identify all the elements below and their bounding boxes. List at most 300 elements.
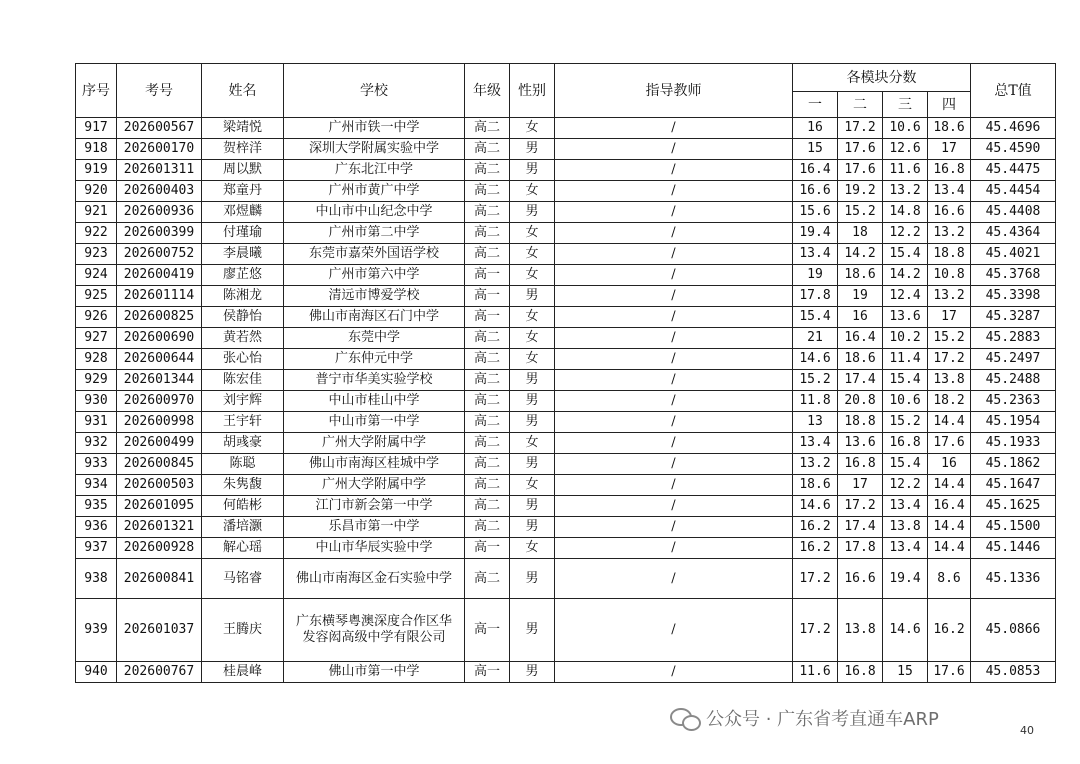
cell-score-2: 19 (838, 286, 883, 307)
cell-gender: 男 (510, 559, 555, 599)
cell-gender: 男 (510, 599, 555, 662)
cell-total: 45.2363 (971, 391, 1056, 412)
cell-name: 胡彧豪 (202, 433, 284, 454)
cell-teacher: / (555, 202, 793, 223)
cell-score-1: 15 (793, 139, 838, 160)
cell-seq: 932 (76, 433, 117, 454)
cell-school: 清远市博爱学校 (284, 286, 465, 307)
cell-exam-no: 202600825 (117, 307, 202, 328)
cell-score-3: 12.6 (883, 139, 928, 160)
cell-gender: 女 (510, 118, 555, 139)
cell-exam-no: 202600970 (117, 391, 202, 412)
cell-score-2: 19.2 (838, 181, 883, 202)
cell-grade: 高二 (465, 328, 510, 349)
cell-score-4: 8.6 (928, 559, 971, 599)
cell-total: 45.4696 (971, 118, 1056, 139)
cell-score-1: 16 (793, 118, 838, 139)
cell-name: 侯静怡 (202, 307, 284, 328)
cell-seq: 931 (76, 412, 117, 433)
cell-score-2: 17.4 (838, 517, 883, 538)
cell-score-3: 15.4 (883, 454, 928, 475)
cell-school: 中山市中山纪念中学 (284, 202, 465, 223)
cell-teacher: / (555, 244, 793, 265)
cell-score-1: 19.4 (793, 223, 838, 244)
cell-name: 王腾庆 (202, 599, 284, 662)
cell-school: 江门市新会第一中学 (284, 496, 465, 517)
cell-teacher: / (555, 412, 793, 433)
table-row (76, 662, 1056, 683)
cell-school: 广州大学附属中学 (284, 475, 465, 496)
cell-exam-no: 202600752 (117, 244, 202, 265)
header-seq: 序号 (76, 64, 117, 118)
cell-school: 广东横琴粤澳深度合作区华发容闳高级中学有限公司 (284, 599, 465, 662)
cell-score-4: 13.2 (928, 286, 971, 307)
cell-score-3: 12.2 (883, 475, 928, 496)
table-row (76, 244, 1056, 265)
cell-total: 45.2488 (971, 370, 1056, 391)
cell-total: 45.3768 (971, 265, 1056, 286)
cell-score-3: 13.2 (883, 181, 928, 202)
cell-total: 45.3398 (971, 286, 1056, 307)
cell-seq: 920 (76, 181, 117, 202)
cell-score-1: 17.8 (793, 286, 838, 307)
cell-score-1: 15.6 (793, 202, 838, 223)
cell-school: 广州市第二中学 (284, 223, 465, 244)
cell-score-1: 16.4 (793, 160, 838, 181)
cell-name: 邓煜麟 (202, 202, 284, 223)
cell-score-4: 14.4 (928, 517, 971, 538)
cell-teacher: / (555, 559, 793, 599)
cell-school: 广州市铁一中学 (284, 118, 465, 139)
cell-name: 梁靖悦 (202, 118, 284, 139)
header-teacher: 指导教师 (555, 64, 793, 118)
cell-gender: 男 (510, 496, 555, 517)
cell-name: 桂晨峰 (202, 662, 284, 683)
cell-teacher: / (555, 349, 793, 370)
cell-score-2: 13.6 (838, 433, 883, 454)
cell-name: 郑童丹 (202, 181, 284, 202)
cell-total: 45.4475 (971, 160, 1056, 181)
cell-name: 解心瑶 (202, 538, 284, 559)
cell-score-1: 13.4 (793, 433, 838, 454)
cell-exam-no: 202600170 (117, 139, 202, 160)
cell-seq: 921 (76, 202, 117, 223)
table-row (76, 433, 1056, 454)
cell-teacher: / (555, 370, 793, 391)
table-row (76, 454, 1056, 475)
cell-seq: 939 (76, 599, 117, 662)
cell-grade: 高二 (465, 160, 510, 181)
table-body (76, 118, 1056, 683)
cell-grade: 高二 (465, 118, 510, 139)
table-row (76, 475, 1056, 496)
cell-exam-no: 202600403 (117, 181, 202, 202)
cell-teacher: / (555, 517, 793, 538)
cell-score-4: 18.8 (928, 244, 971, 265)
cell-score-3: 10.6 (883, 118, 928, 139)
cell-grade: 高一 (465, 286, 510, 307)
cell-gender: 男 (510, 454, 555, 475)
cell-total: 45.2883 (971, 328, 1056, 349)
cell-grade: 高二 (465, 475, 510, 496)
cell-total: 45.3287 (971, 307, 1056, 328)
cell-school: 广州大学附属中学 (284, 433, 465, 454)
header-module-3: 三 (883, 92, 928, 118)
cell-score-1: 13 (793, 412, 838, 433)
cell-gender: 女 (510, 538, 555, 559)
cell-score-3: 15.4 (883, 244, 928, 265)
cell-seq: 934 (76, 475, 117, 496)
cell-seq: 933 (76, 454, 117, 475)
cell-seq: 940 (76, 662, 117, 683)
cell-gender: 男 (510, 370, 555, 391)
cell-gender: 男 (510, 662, 555, 683)
cell-score-3: 14.8 (883, 202, 928, 223)
cell-score-4: 17.2 (928, 349, 971, 370)
cell-score-2: 20.8 (838, 391, 883, 412)
cell-teacher: / (555, 433, 793, 454)
cell-name: 陈宏佳 (202, 370, 284, 391)
cell-exam-no: 202601037 (117, 599, 202, 662)
cell-score-1: 16.2 (793, 538, 838, 559)
cell-score-2: 13.8 (838, 599, 883, 662)
cell-teacher: / (555, 538, 793, 559)
cell-total: 45.0866 (971, 599, 1056, 662)
cell-teacher: / (555, 599, 793, 662)
cell-score-2: 17.4 (838, 370, 883, 391)
cell-gender: 女 (510, 307, 555, 328)
cell-teacher: / (555, 662, 793, 683)
table-row (76, 496, 1056, 517)
cell-teacher: / (555, 181, 793, 202)
cell-score-4: 14.4 (928, 475, 971, 496)
cell-seq: 919 (76, 160, 117, 181)
cell-score-1: 14.6 (793, 496, 838, 517)
cell-gender: 女 (510, 265, 555, 286)
cell-teacher: / (555, 223, 793, 244)
cell-total: 45.1446 (971, 538, 1056, 559)
cell-gender: 男 (510, 412, 555, 433)
cell-total: 45.4408 (971, 202, 1056, 223)
cell-teacher: / (555, 160, 793, 181)
cell-score-1: 13.4 (793, 244, 838, 265)
cell-score-4: 16.6 (928, 202, 971, 223)
cell-exam-no: 202600690 (117, 328, 202, 349)
cell-school: 广东北江中学 (284, 160, 465, 181)
cell-grade: 高二 (465, 244, 510, 265)
cell-grade: 高二 (465, 139, 510, 160)
cell-total: 45.1862 (971, 454, 1056, 475)
cell-exam-no: 202600503 (117, 475, 202, 496)
cell-score-2: 17.8 (838, 538, 883, 559)
cell-total: 45.1625 (971, 496, 1056, 517)
cell-exam-no: 202600567 (117, 118, 202, 139)
cell-gender: 女 (510, 433, 555, 454)
cell-grade: 高二 (465, 391, 510, 412)
cell-score-2: 18.8 (838, 412, 883, 433)
table-row (76, 223, 1056, 244)
cell-score-3: 13.6 (883, 307, 928, 328)
cell-seq: 928 (76, 349, 117, 370)
cell-school: 广州市第六中学 (284, 265, 465, 286)
cell-score-1: 11.6 (793, 662, 838, 683)
cell-school: 东莞市嘉荣外国语学校 (284, 244, 465, 265)
cell-exam-no: 202600845 (117, 454, 202, 475)
cell-name: 陈湘龙 (202, 286, 284, 307)
cell-exam-no: 202601321 (117, 517, 202, 538)
cell-teacher: / (555, 328, 793, 349)
cell-gender: 女 (510, 223, 555, 244)
cell-gender: 女 (510, 181, 555, 202)
cell-score-1: 19 (793, 265, 838, 286)
header-module-2: 二 (838, 92, 883, 118)
cell-exam-no: 202601114 (117, 286, 202, 307)
cell-name: 王宇轩 (202, 412, 284, 433)
cell-score-3: 10.2 (883, 328, 928, 349)
cell-school: 佛山市南海区石门中学 (284, 307, 465, 328)
cell-name: 李晨曦 (202, 244, 284, 265)
cell-score-4: 16.8 (928, 160, 971, 181)
cell-name: 潘培灏 (202, 517, 284, 538)
page-number: 40 (1020, 724, 1034, 737)
cell-score-2: 17 (838, 475, 883, 496)
cell-score-4: 14.4 (928, 538, 971, 559)
cell-exam-no: 202600936 (117, 202, 202, 223)
cell-school: 佛山市南海区桂城中学 (284, 454, 465, 475)
cell-teacher: / (555, 391, 793, 412)
cell-score-4: 17.6 (928, 433, 971, 454)
cell-total: 45.4590 (971, 139, 1056, 160)
cell-score-3: 15.2 (883, 412, 928, 433)
cell-score-4: 16.2 (928, 599, 971, 662)
cell-score-1: 15.4 (793, 307, 838, 328)
cell-teacher: / (555, 265, 793, 286)
cell-score-1: 21 (793, 328, 838, 349)
cell-score-1: 11.8 (793, 391, 838, 412)
cell-exam-no: 202600998 (117, 412, 202, 433)
cell-seq: 929 (76, 370, 117, 391)
cell-score-2: 17.6 (838, 160, 883, 181)
cell-score-1: 13.2 (793, 454, 838, 475)
header-name: 姓名 (202, 64, 284, 118)
cell-grade: 高一 (465, 307, 510, 328)
cell-grade: 高二 (465, 496, 510, 517)
cell-score-2: 16.6 (838, 559, 883, 599)
cell-score-3: 11.4 (883, 349, 928, 370)
cell-grade: 高一 (465, 265, 510, 286)
cell-score-1: 17.2 (793, 559, 838, 599)
cell-total: 45.2497 (971, 349, 1056, 370)
cell-seq: 937 (76, 538, 117, 559)
cell-teacher: / (555, 454, 793, 475)
cell-name: 何皓彬 (202, 496, 284, 517)
cell-school: 佛山市第一中学 (284, 662, 465, 683)
cell-score-3: 12.4 (883, 286, 928, 307)
cell-score-4: 13.8 (928, 370, 971, 391)
cell-score-2: 15.2 (838, 202, 883, 223)
cell-exam-no: 202600767 (117, 662, 202, 683)
cell-grade: 高二 (465, 370, 510, 391)
cell-grade: 高二 (465, 181, 510, 202)
cell-total: 45.1500 (971, 517, 1056, 538)
table-row (76, 559, 1056, 599)
cell-school: 中山市华辰实验中学 (284, 538, 465, 559)
cell-name: 黄若然 (202, 328, 284, 349)
cell-grade: 高二 (465, 412, 510, 433)
cell-score-4: 10.8 (928, 265, 971, 286)
cell-name: 廖芷悠 (202, 265, 284, 286)
cell-name: 陈聪 (202, 454, 284, 475)
cell-score-4: 13.2 (928, 223, 971, 244)
cell-school: 深圳大学附属实验中学 (284, 139, 465, 160)
table-row (76, 391, 1056, 412)
cell-gender: 男 (510, 517, 555, 538)
cell-score-1: 14.6 (793, 349, 838, 370)
cell-gender: 女 (510, 328, 555, 349)
header-module-4: 四 (928, 92, 971, 118)
cell-teacher: / (555, 118, 793, 139)
cell-score-2: 17.2 (838, 118, 883, 139)
cell-gender: 女 (510, 349, 555, 370)
cell-score-3: 12.2 (883, 223, 928, 244)
cell-total: 45.1336 (971, 559, 1056, 599)
table-row (76, 181, 1056, 202)
cell-grade: 高一 (465, 662, 510, 683)
header-module-scores: 各模块分数 (793, 64, 971, 92)
cell-score-3: 16.8 (883, 433, 928, 454)
cell-score-1: 16.6 (793, 181, 838, 202)
cell-score-3: 15 (883, 662, 928, 683)
cell-score-2: 16 (838, 307, 883, 328)
header-row (76, 64, 1056, 92)
cell-score-4: 17 (928, 307, 971, 328)
cell-school: 普宁市华美实验学校 (284, 370, 465, 391)
cell-score-1: 16.2 (793, 517, 838, 538)
cell-gender: 男 (510, 139, 555, 160)
cell-school: 东莞中学 (284, 328, 465, 349)
table-row (76, 265, 1056, 286)
cell-score-4: 16.4 (928, 496, 971, 517)
cell-name: 贺梓洋 (202, 139, 284, 160)
cell-score-3: 14.6 (883, 599, 928, 662)
cell-grade: 高二 (465, 454, 510, 475)
cell-score-4: 18.2 (928, 391, 971, 412)
cell-score-2: 17.6 (838, 139, 883, 160)
cell-gender: 男 (510, 286, 555, 307)
cell-score-3: 19.4 (883, 559, 928, 599)
cell-teacher: / (555, 496, 793, 517)
cell-gender: 女 (510, 475, 555, 496)
cell-score-2: 14.2 (838, 244, 883, 265)
cell-total: 45.4364 (971, 223, 1056, 244)
cell-exam-no: 202600644 (117, 349, 202, 370)
cell-score-4: 17 (928, 139, 971, 160)
cell-score-1: 18.6 (793, 475, 838, 496)
header-grade: 年级 (465, 64, 510, 118)
cell-seq: 935 (76, 496, 117, 517)
table-row (76, 118, 1056, 139)
cell-score-2: 17.2 (838, 496, 883, 517)
cell-score-3: 13.4 (883, 538, 928, 559)
table-row (76, 328, 1056, 349)
score-table-container (75, 63, 1056, 683)
header-exam-no: 考号 (117, 64, 202, 118)
table-row (76, 599, 1056, 662)
cell-exam-no: 202601311 (117, 160, 202, 181)
footer-watermark (670, 705, 939, 731)
cell-seq: 926 (76, 307, 117, 328)
footer-text: 公众号 · 广东省考直通车ARP (706, 709, 939, 730)
header-gender: 性别 (510, 64, 555, 118)
cell-score-4: 13.4 (928, 181, 971, 202)
table-row (76, 370, 1056, 391)
cell-school: 乐昌市第一中学 (284, 517, 465, 538)
cell-gender: 女 (510, 244, 555, 265)
table-row (76, 517, 1056, 538)
cell-score-3: 15.4 (883, 370, 928, 391)
cell-score-3: 13.4 (883, 496, 928, 517)
cell-score-4: 15.2 (928, 328, 971, 349)
cell-grade: 高二 (465, 349, 510, 370)
cell-school: 中山市桂山中学 (284, 391, 465, 412)
header-school: 学校 (284, 64, 465, 118)
cell-teacher: / (555, 139, 793, 160)
cell-gender: 男 (510, 391, 555, 412)
cell-name: 周以默 (202, 160, 284, 181)
cell-total: 45.1954 (971, 412, 1056, 433)
cell-score-3: 14.2 (883, 265, 928, 286)
cell-score-3: 13.8 (883, 517, 928, 538)
cell-school: 中山市第一中学 (284, 412, 465, 433)
cell-score-2: 16.4 (838, 328, 883, 349)
cell-score-2: 16.8 (838, 662, 883, 683)
cell-exam-no: 202600928 (117, 538, 202, 559)
table-row (76, 160, 1056, 181)
cell-exam-no: 202600419 (117, 265, 202, 286)
cell-total: 45.1933 (971, 433, 1056, 454)
cell-name: 朱隽馥 (202, 475, 284, 496)
cell-exam-no: 202600499 (117, 433, 202, 454)
cell-seq: 924 (76, 265, 117, 286)
table-row (76, 412, 1056, 433)
cell-grade: 高一 (465, 599, 510, 662)
cell-score-4: 18.6 (928, 118, 971, 139)
table-row (76, 286, 1056, 307)
header-total: 总T值 (971, 64, 1056, 118)
cell-grade: 高二 (465, 559, 510, 599)
cell-total: 45.0853 (971, 662, 1056, 683)
cell-total: 45.4021 (971, 244, 1056, 265)
table-row (76, 202, 1056, 223)
cell-gender: 男 (510, 160, 555, 181)
cell-score-4: 16 (928, 454, 971, 475)
cell-name: 张心怡 (202, 349, 284, 370)
table-row (76, 307, 1056, 328)
cell-name: 刘宇辉 (202, 391, 284, 412)
cell-grade: 高二 (465, 223, 510, 244)
score-table (75, 63, 1056, 683)
cell-seq: 917 (76, 118, 117, 139)
cell-grade: 高二 (465, 433, 510, 454)
cell-score-3: 11.6 (883, 160, 928, 181)
cell-score-2: 16.8 (838, 454, 883, 475)
table-row (76, 349, 1056, 370)
cell-seq: 927 (76, 328, 117, 349)
cell-score-1: 17.2 (793, 599, 838, 662)
cell-grade: 高一 (465, 538, 510, 559)
wechat-icon (670, 706, 700, 730)
cell-total: 45.1647 (971, 475, 1056, 496)
